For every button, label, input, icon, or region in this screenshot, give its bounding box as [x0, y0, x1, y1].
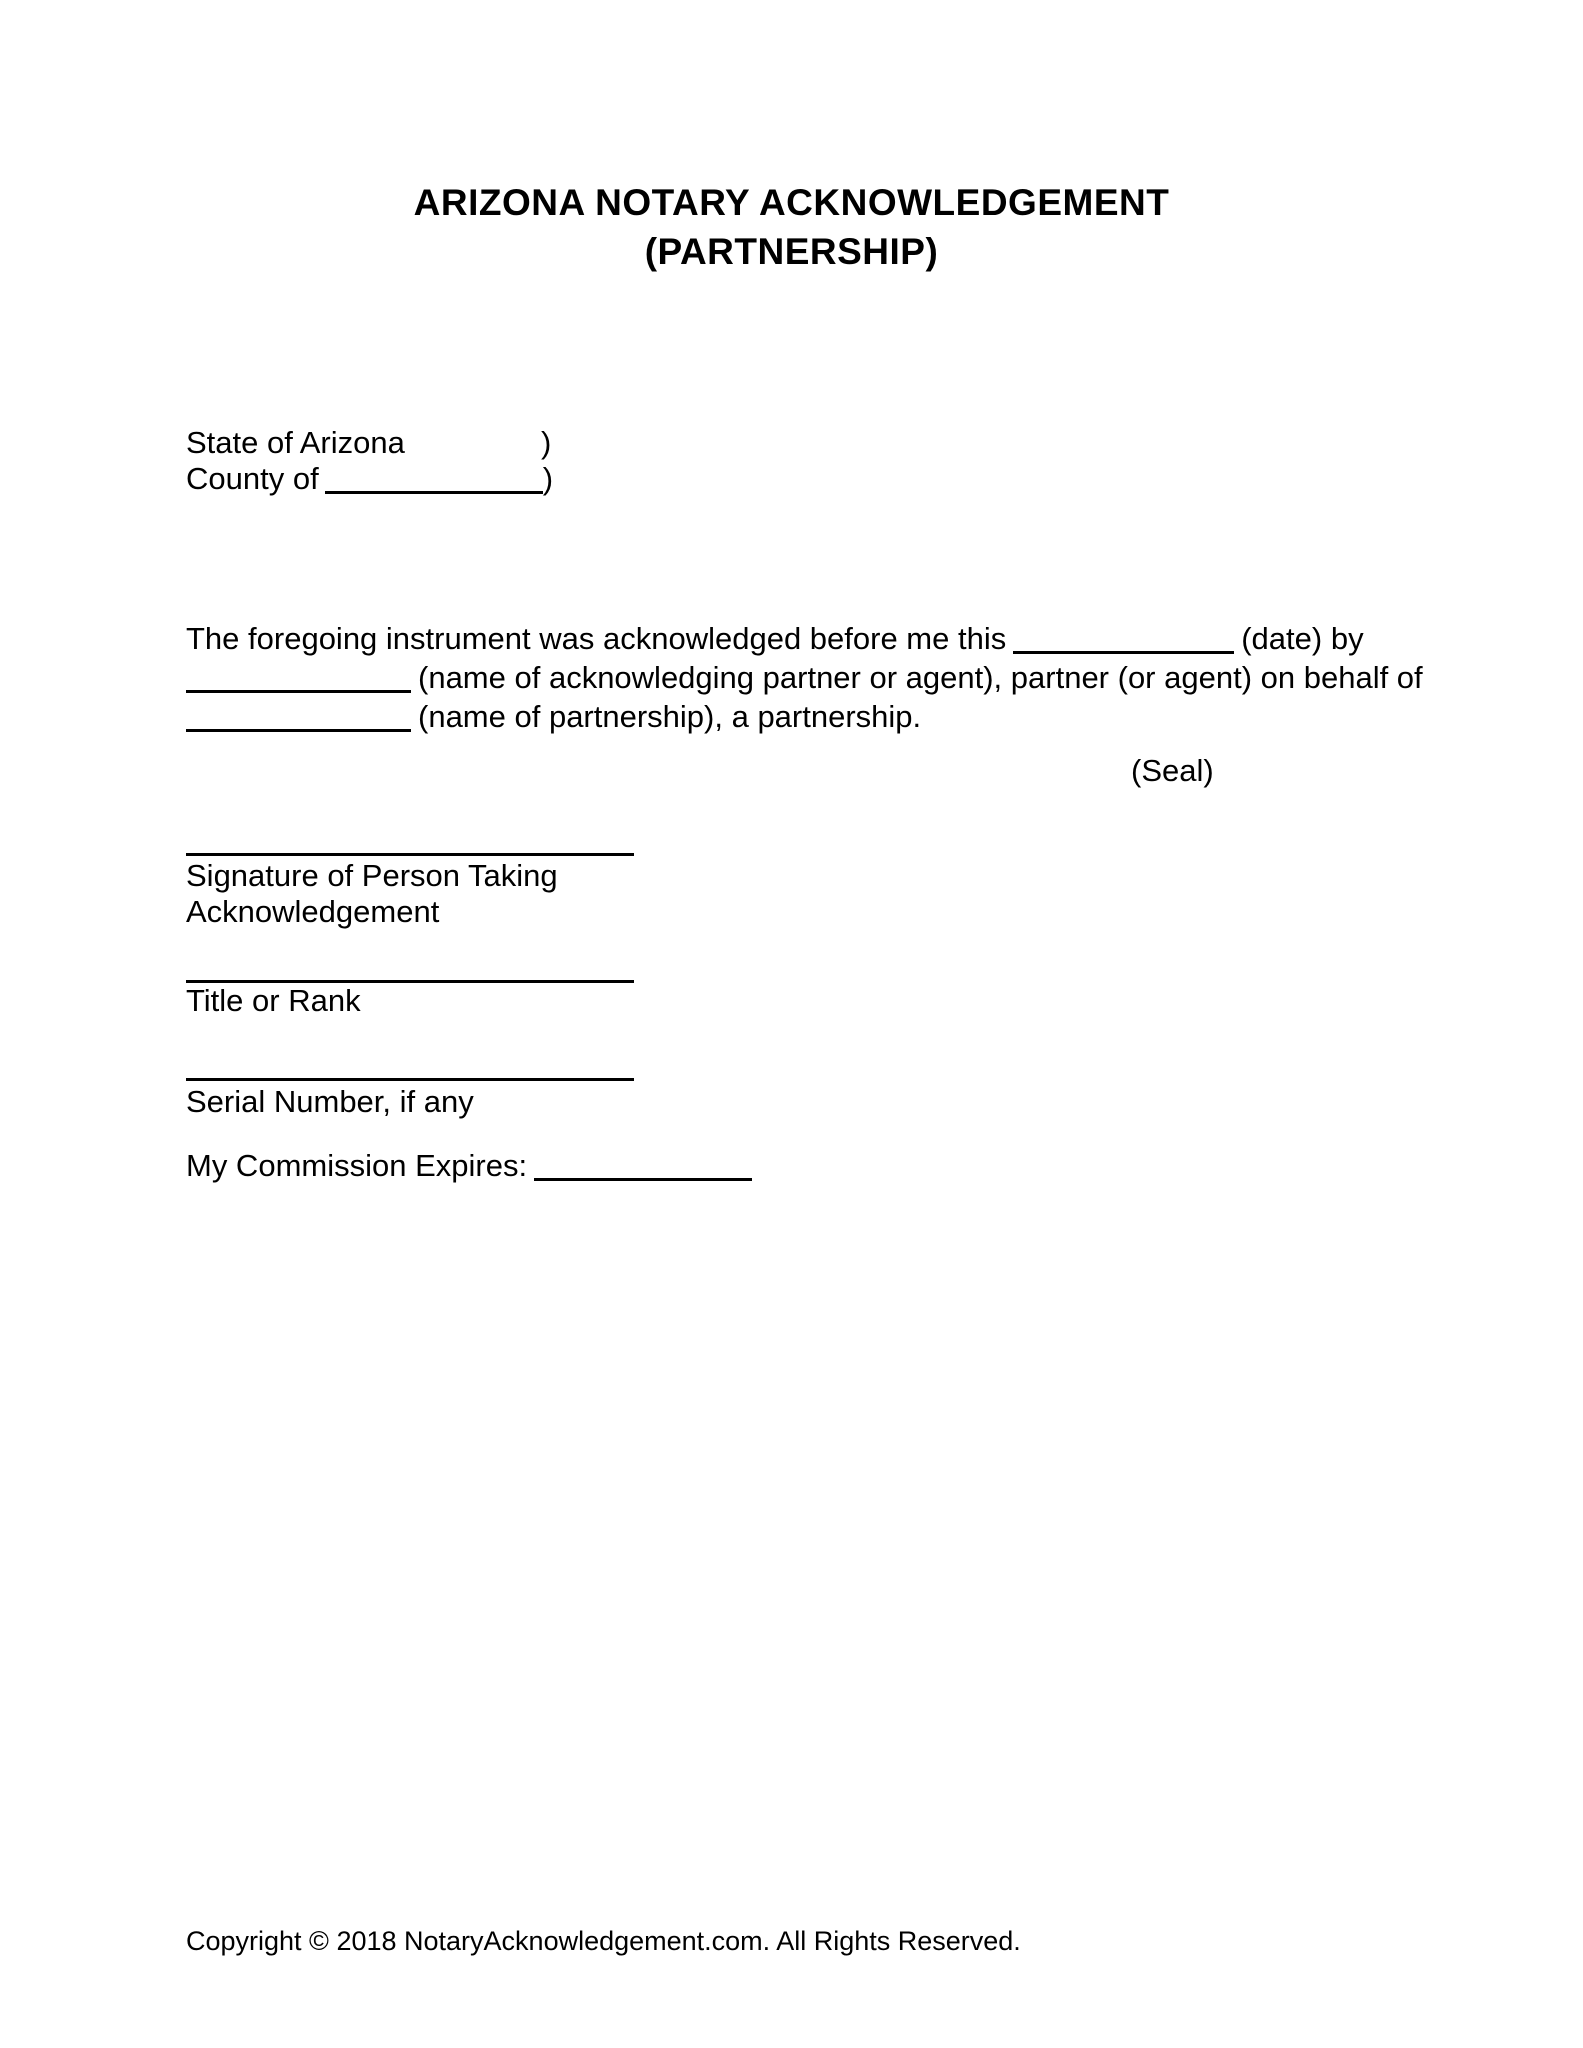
commission-expiry-blank-line: [534, 1178, 752, 1181]
acknowledgment-line3: [186, 697, 1423, 736]
commission-expires-row: [186, 1148, 752, 1184]
copyright-notice: Copyright © 2018 NotaryAcknowledgement.com. All Rights Reserved.: [186, 1926, 1021, 1956]
partnership-name-caption: (name of partnership), a partnership.: [418, 699, 922, 734]
document-title-line1: ARIZONA NOTARY ACKNOWLEDGEMENT: [413, 182, 1170, 223]
partnership-name-blank-line: [186, 729, 411, 732]
partner-name-caption: (name of acknowledging partner or agent), partner (or agent) on behalf of: [418, 660, 1423, 695]
document-title-line2: (PARTNERSHIP): [644, 231, 939, 272]
date-caption: (date) by: [1241, 621, 1364, 656]
acknowledgment-line1: [186, 619, 1423, 658]
signature-label-line2: Acknowledgement: [186, 894, 440, 929]
title-rank-label: Title or Rank: [186, 983, 361, 1018]
acknowledgment-paragraph: [186, 619, 1423, 736]
venue-section: [186, 425, 553, 497]
date-blank-line: [1013, 651, 1234, 654]
serial-number-label: Serial Number, if any: [186, 1084, 474, 1119]
county-paren: ): [542, 461, 554, 496]
serial-number-line: [186, 1078, 634, 1081]
state-label: State of Arizona: [186, 425, 405, 460]
signature-label: [186, 858, 558, 930]
signature-label-line1: Signature of Person Taking: [186, 858, 558, 893]
acknowledgment-line2: [186, 658, 1423, 697]
seal-label: (Seal): [1131, 753, 1214, 788]
county-line: [186, 461, 553, 497]
state-paren: ): [541, 425, 552, 460]
partner-name-blank-line: [186, 690, 411, 693]
county-blank-line: [325, 491, 543, 494]
document-title: [0, 178, 1583, 276]
state-line: [186, 425, 553, 461]
commission-expires-label: My Commission Expires:: [186, 1148, 528, 1183]
acknowledgment-line1-text: The foregoing instrument was acknowledged before me this: [186, 621, 1007, 656]
signature-line: [186, 853, 634, 856]
county-label: County of: [186, 461, 319, 496]
